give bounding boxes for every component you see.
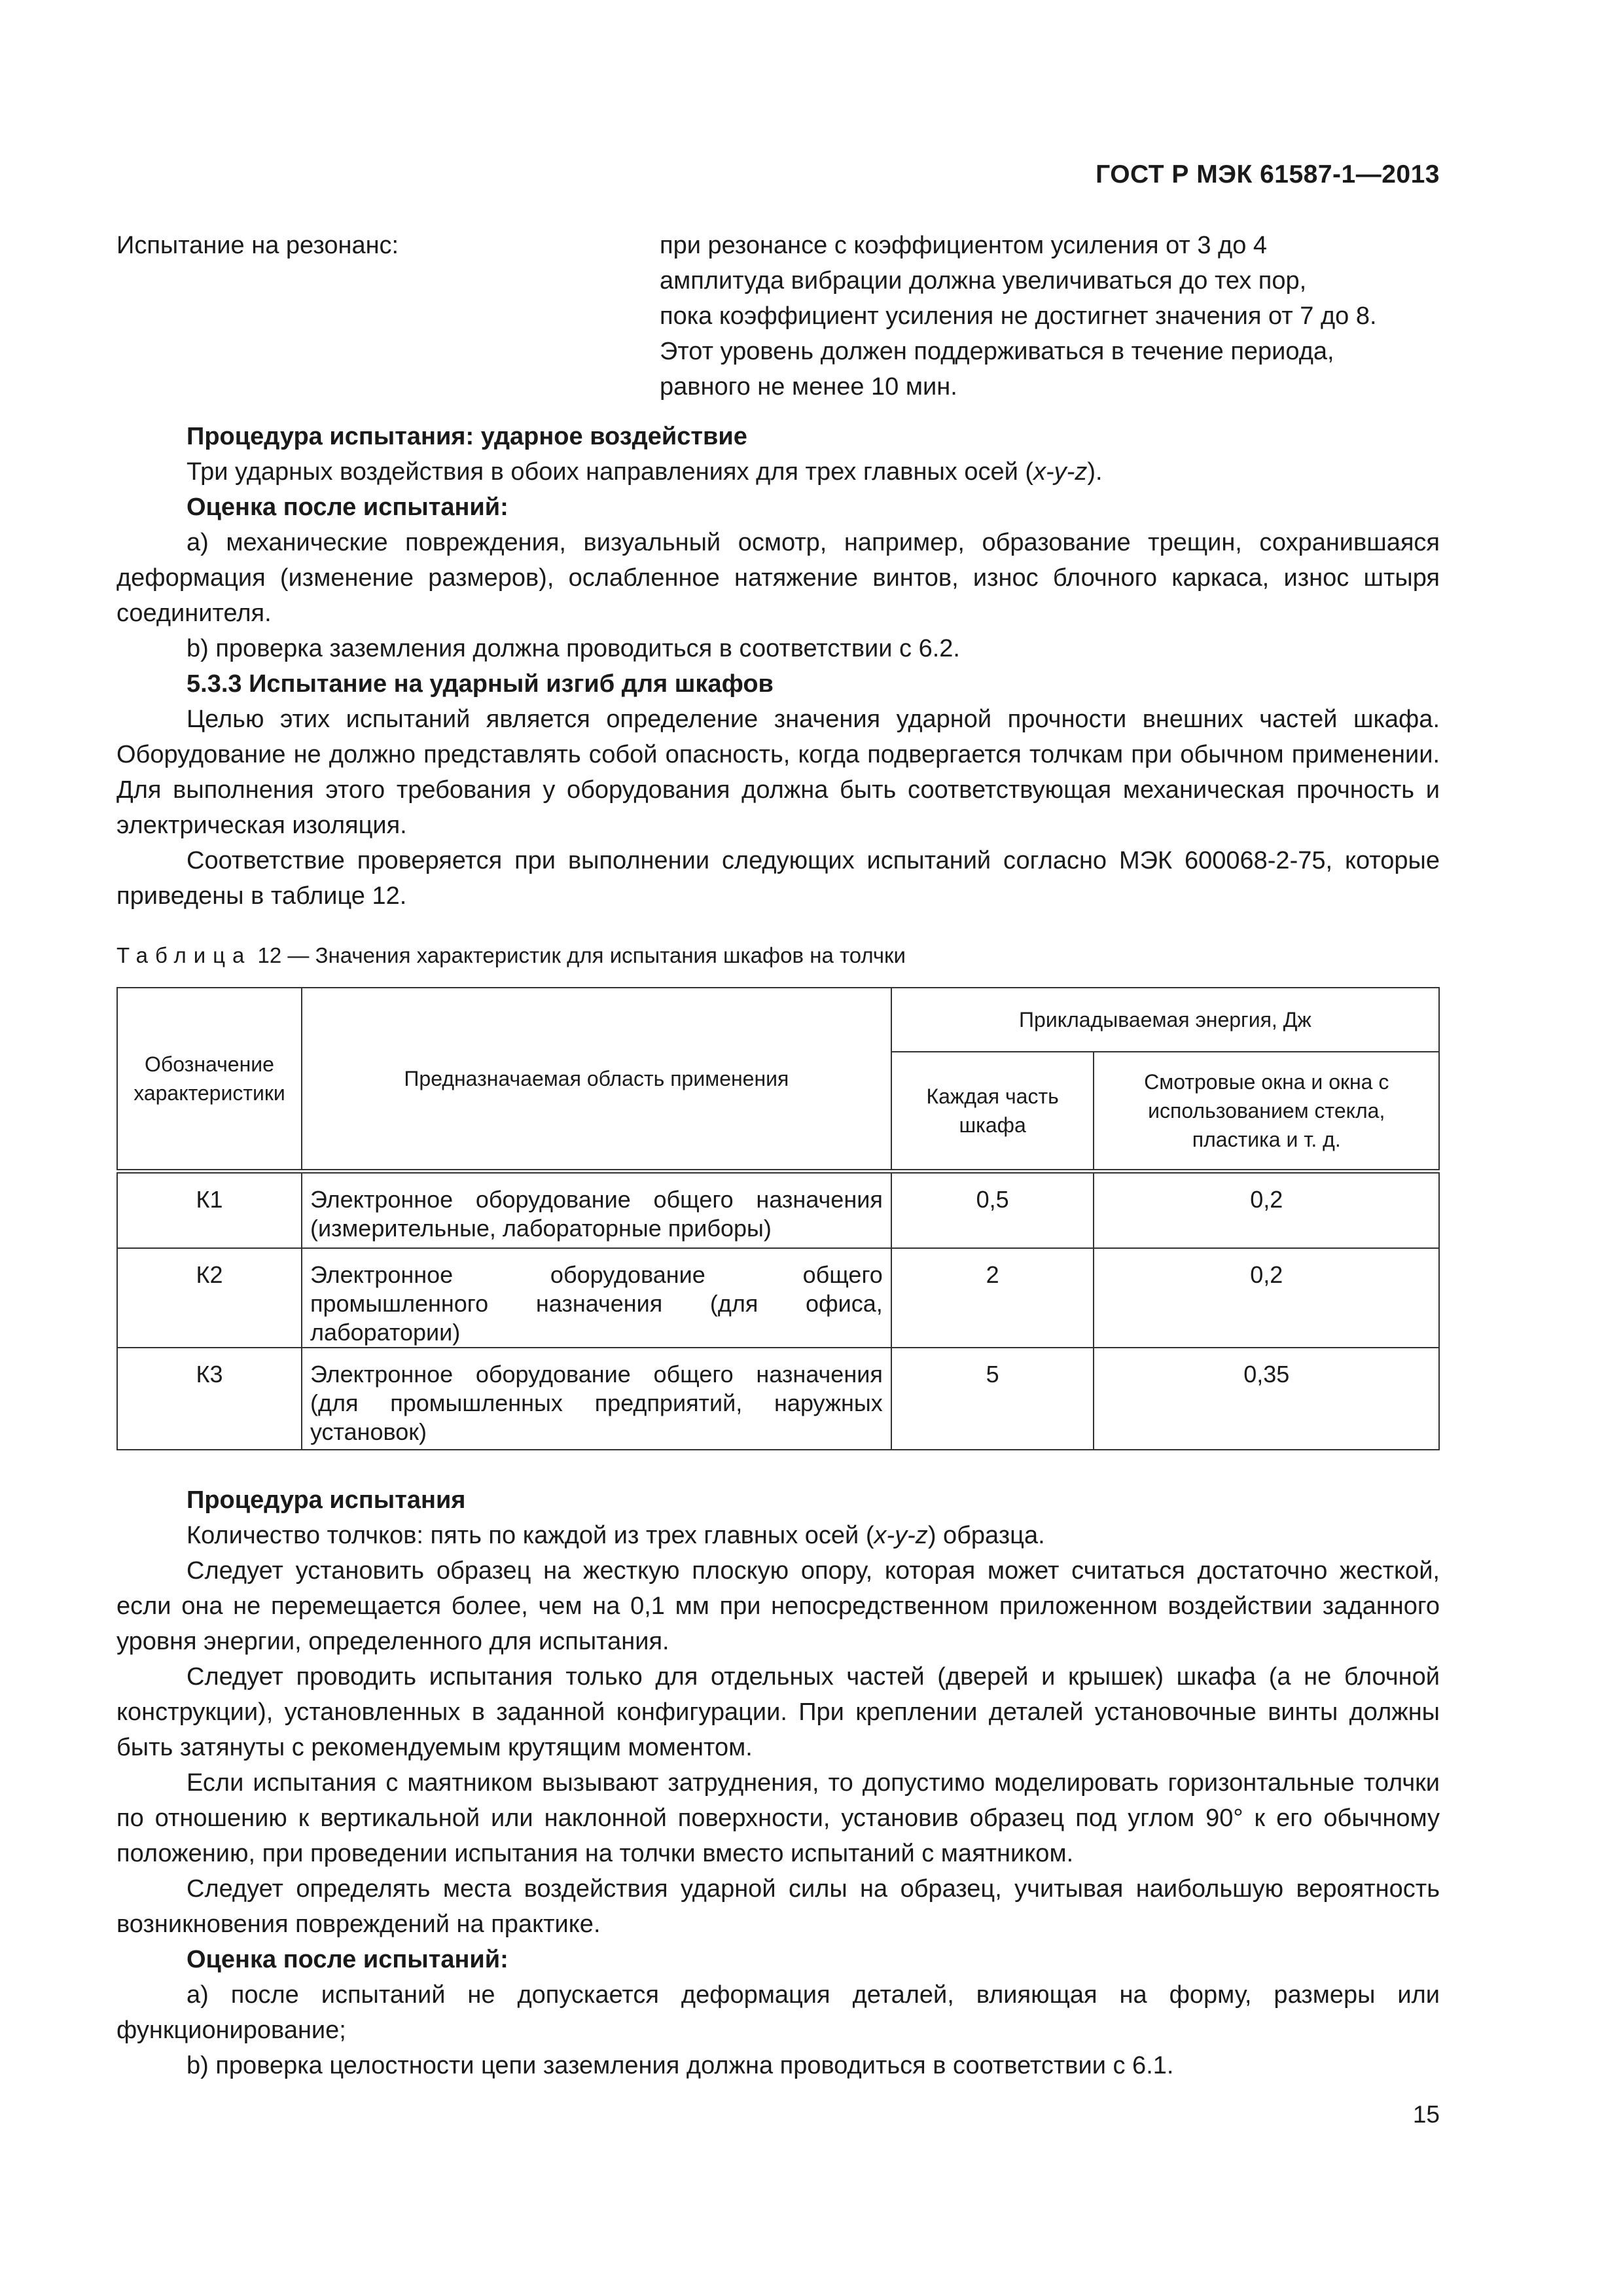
procedure-para4: Следует определять места воздействия ударной силы на образец, учитывая наибольшую вероятность возникновения повреждений на практике. <box>116 1875 1440 1938</box>
axes-label: x-y-z <box>874 1522 928 1549</box>
standard-header: ГОСТ Р МЭК 61587-1—2013 <box>1096 160 1440 188</box>
section-533-heading: 5.3.3 Испытание на ударный изгиб для шкафов <box>187 670 774 698</box>
cell-code: К2 <box>117 1248 302 1348</box>
header-area: Предназначаемая область применения <box>302 988 891 1171</box>
table-12 <box>116 987 1440 1450</box>
resonance-line: амплитуда вибрации должна увеличиваться до тех пор, <box>660 267 1307 295</box>
impact-item-a: a) механические повреждения, визуальный осмотр, например, образование трещин, сохранившаяся деформация (изменение размеров), ослабленное натяжение винтов, износ блочного каркаса, износ штыря соединителя. <box>116 529 1440 627</box>
section-533-para1: Целью этих испытаний является определение значения ударной прочности внешних частей шкафа. Оборудование не должно представлять собой опасность, когда подвергается толчкам при обычном применении. Для выполнения этого требования у оборудования должна быть соответствующая механическая прочность и электрическая изоляция. <box>116 706 1440 839</box>
resonance-line: Этот уровень должен поддерживаться в течение периода, <box>660 338 1334 365</box>
resonance-label: Испытание на резонанс: <box>116 232 399 259</box>
cell-window: 0,2 <box>1094 1248 1439 1348</box>
cell-area: Электронное оборудование общего назначения (для промышленных предприятий, наружных установок) <box>302 1348 891 1450</box>
table-row <box>117 1248 1439 1348</box>
procedure-para3: Если испытания с маятником вызывают затруднения, то допустимо моделировать горизонтальные толчки по отношению к вертикальной или наклонной поверхности, установив образец под углом 90° к его обычному положению, при проведении испытания на толчки вместо испытаний с маятником. <box>116 1769 1440 1867</box>
procedure-heading: Процедура испытания <box>187 1486 466 1514</box>
cell-window: 0,2 <box>1094 1171 1439 1248</box>
cell-window: 0,35 <box>1094 1348 1439 1450</box>
impact-section <box>116 419 1440 914</box>
header-designation: Обозначение характеристики <box>117 988 302 1171</box>
procedure-count: Количество толчков: пять по каждой из трех главных осей (x-y-z) образца. <box>187 1522 1045 1549</box>
procedure-item-a: a) после испытаний не допускается деформация деталей, влияющая на форму, размеры или функционирование; <box>116 1981 1440 2044</box>
cell-area: Электронное оборудование общего промышленного назначения (для офиса, лаборатории) <box>302 1248 891 1348</box>
section-533-para2: Соответствие проверяется при выполнении следующих испытаний согласно МЭК 600068-2-75, которые приведены в таблице 12. <box>116 847 1440 910</box>
cell-code: К1 <box>117 1171 302 1248</box>
header-each-part: Каждая часть шкафа <box>891 1052 1094 1171</box>
cell-part: 2 <box>891 1248 1094 1348</box>
table-row <box>117 1348 1439 1450</box>
impact-text: Три ударных воздействия в обоих направлениях для трех главных осей (x-y-z). <box>187 458 1103 486</box>
cell-area: Электронное оборудование общего назначения (измерительные, лабораторные приборы) <box>302 1171 891 1248</box>
procedure-para1: Следует установить образец на жесткую плоскую опору, которая может считаться достаточно жесткой, если она не перемещается более, чем на 0,1 мм при непосредственном приложенном воздействии заданного уровня энергии, определенного для испытания. <box>116 1557 1440 1655</box>
table-caption: Таблица 12 — Значения характеристик для испытания шкафов на толчки <box>116 943 906 967</box>
cell-part: 5 <box>891 1348 1094 1450</box>
resonance-line: пока коэффициент усиления не достигнет значения от 7 до 8. <box>660 302 1377 330</box>
resonance-value <box>660 228 1438 404</box>
page-number: 15 <box>1412 2101 1440 2128</box>
procedure-para2: Следует проводить испытания только для отдельных частей (дверей и крышек) шкафа (а не блочной конструкции), установленных в заданной конфигурации. При креплении деталей установочные винты должны быть затянуты с рекомендуемым крутящим моментом. <box>116 1663 1440 1761</box>
procedure-item-b: b) проверка целостности цепи заземления должна проводиться в соответствии с 6.1. <box>187 2052 1174 2079</box>
impact-heading: Процедура испытания: ударное воздействие <box>187 423 747 450</box>
cell-part: 0,5 <box>891 1171 1094 1248</box>
impact-eval-heading: Оценка после испытаний: <box>187 493 508 521</box>
resonance-line: при резонансе с коэффициентом усиления от 3 до 4 <box>660 232 1268 259</box>
header-energy: Прикладываемая энергия, Дж <box>891 988 1439 1052</box>
header-windows: Смотровые окна и окна с использованием стекла, пластика и т. д. <box>1094 1052 1439 1171</box>
table-row <box>117 1171 1439 1248</box>
impact-item-b: b) проверка заземления должна проводиться в соответствии с 6.2. <box>187 635 960 662</box>
procedure-section <box>116 1482 1440 2083</box>
procedure-eval-heading: Оценка после испытаний: <box>187 1946 508 1973</box>
table-header-row <box>117 988 1439 1052</box>
cell-code: К3 <box>117 1348 302 1450</box>
resonance-line: равного не менее 10 мин. <box>660 373 957 401</box>
axes-label: x-y-z <box>1033 458 1088 486</box>
